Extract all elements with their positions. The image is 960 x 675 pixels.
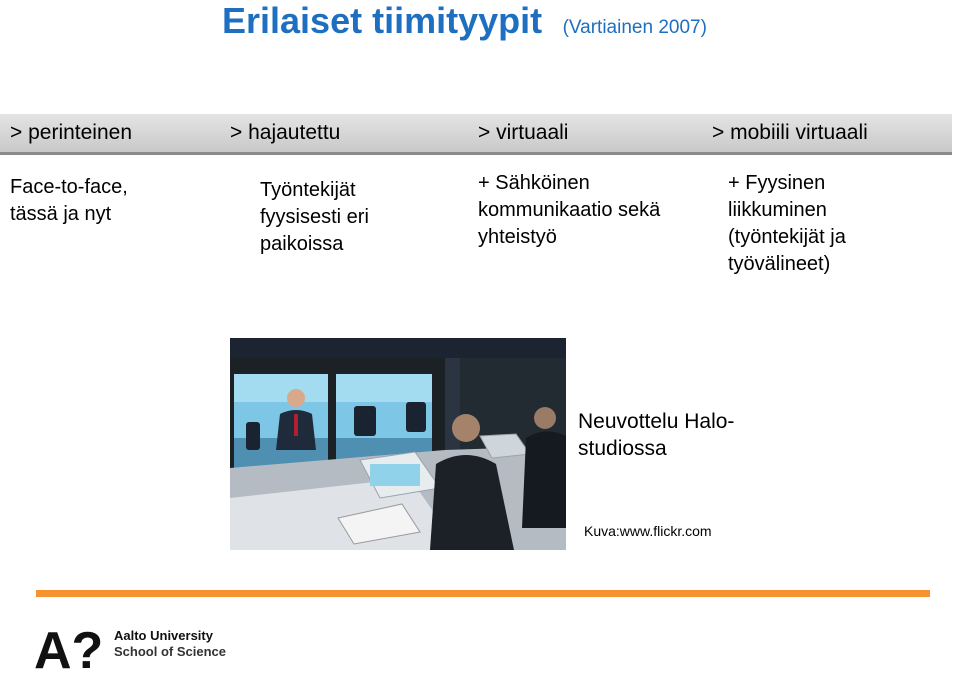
- slide-subtitle: (Vartiainen 2007): [562, 17, 707, 38]
- slide-title-row: [222, 0, 707, 44]
- header-virtuaali: > virtuaali: [478, 121, 569, 144]
- aalto-logo-icon: [34, 626, 102, 670]
- description-line: paikoissa: [260, 233, 344, 255]
- caption-line: Neuvottelu Halo-: [578, 410, 735, 433]
- aalto-logo-mark: [34, 626, 102, 670]
- logo-line-school: School of Science: [114, 644, 226, 659]
- photo-credit: Kuva:www.flickr.com: [584, 523, 712, 539]
- description-line: + Sähköinen: [478, 172, 590, 194]
- description-line: liikkuminen: [728, 199, 827, 221]
- halo-studio-photo: [230, 338, 566, 550]
- slide-title: Erilaiset tiimityypit: [222, 0, 543, 41]
- description-line: yhteistyö: [478, 226, 557, 248]
- description-line: Face-to-face,: [10, 176, 128, 198]
- description-line: kommunikaatio sekä: [478, 199, 661, 221]
- halo-studio-illustration: [230, 338, 566, 550]
- description-line: työvälineet): [728, 253, 831, 275]
- logo-mark-text: A?: [34, 626, 102, 670]
- description-line: + Fyysinen: [728, 172, 826, 194]
- aalto-logo-text: [114, 628, 226, 660]
- photo-caption: [578, 408, 734, 462]
- accent-divider: [36, 590, 930, 597]
- header-perinteinen: > perinteinen: [10, 121, 133, 144]
- header-hajautettu: > hajautettu: [230, 121, 341, 144]
- team-type-header-bar: [0, 114, 952, 155]
- header-mobiili-virtuaali: > mobiili virtuaali: [712, 121, 868, 144]
- description-line: Työntekijät: [260, 179, 356, 201]
- description-line: fyysisesti eri: [260, 206, 369, 228]
- description-virtuaali: [478, 170, 660, 251]
- logo-line-university: Aalto University: [114, 628, 213, 643]
- description-line: (työntekijät ja: [728, 226, 846, 248]
- caption-line: studiossa: [578, 437, 667, 460]
- description-hajautettu: [260, 177, 369, 258]
- description-line: tässä ja nyt: [10, 203, 112, 225]
- description-mobiili-virtuaali: [728, 170, 846, 278]
- description-perinteinen: [10, 174, 128, 228]
